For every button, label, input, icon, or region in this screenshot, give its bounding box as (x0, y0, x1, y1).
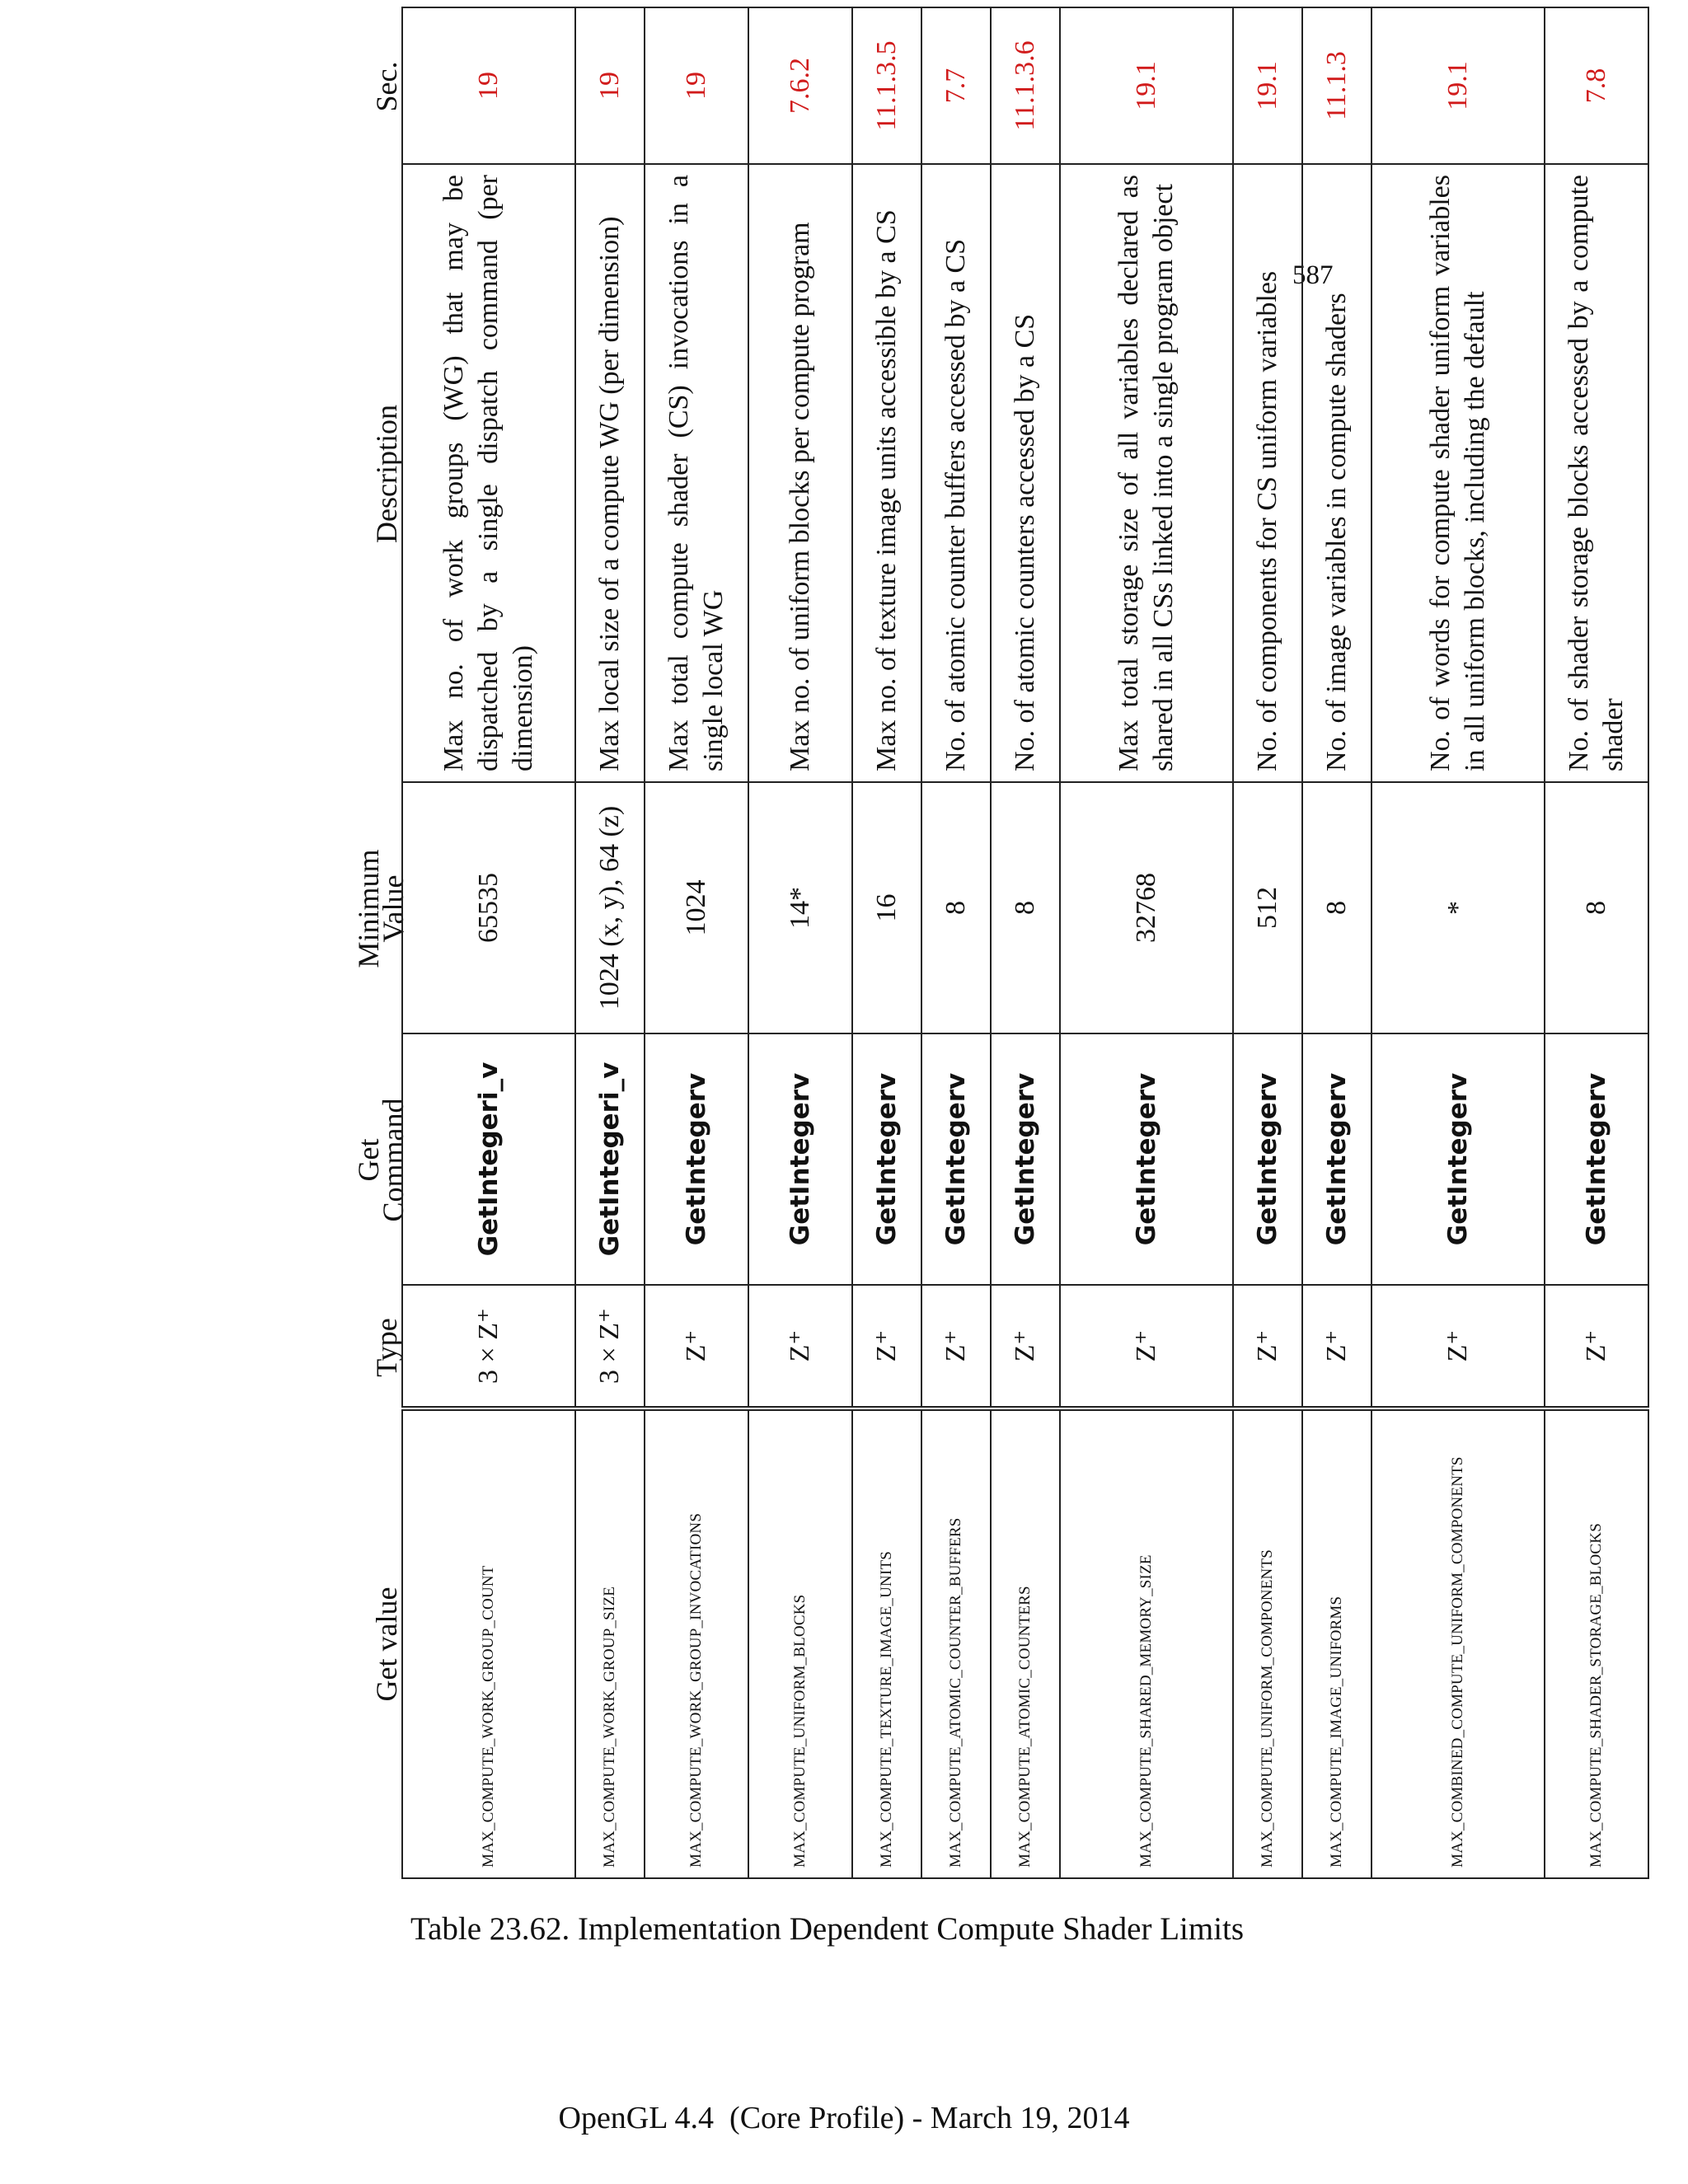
limits-table-rotated (352, 0, 1629, 1879)
minimum-value-cell: * (1372, 782, 1545, 1033)
get-command-cell: GetIntegerv (645, 1033, 748, 1285)
description-cell: No. of words for compute shader uniform variables in all uniform blocks, including the default (1372, 164, 1545, 782)
section-link[interactable]: 19.1 (1372, 7, 1545, 164)
table-row (991, 7, 1060, 1878)
type-cell: Z⁺ (1302, 1285, 1372, 1408)
get-value-cell: MAX_COMPUTE_UNIFORM_BLOCKS (748, 1408, 852, 1878)
description-cell: No. of image variables in compute shaders (1302, 164, 1372, 782)
table-row (1372, 7, 1545, 1878)
get-value-cell: MAX_COMPUTE_SHARED_MEMORY_SIZE (1060, 1408, 1233, 1878)
get-command-cell: GetIntegerv (921, 1033, 991, 1285)
minimum-value-cell: 8 (991, 782, 1060, 1033)
description-cell: Max no. of uniform blocks per compute program (748, 164, 852, 782)
description-cell: Max local size of a compute WG (per dimension) (575, 164, 645, 782)
get-value-cell: MAX_COMPUTE_WORK_GROUP_COUNT (402, 1408, 575, 1878)
table-row (575, 7, 645, 1878)
section-link[interactable]: 7.7 (921, 7, 991, 164)
get-value-cell: MAX_COMPUTE_ATOMIC_COUNTER_BUFFERS (921, 1408, 991, 1878)
get-value-cell: MAX_COMPUTE_IMAGE_UNIFORMS (1302, 1408, 1372, 1878)
minimum-value-cell: 8 (1545, 782, 1648, 1033)
description-cell: No. of atomic counter buffers accessed by a CS (921, 164, 991, 782)
table-row (921, 7, 991, 1878)
type-cell: Z⁺ (1372, 1285, 1545, 1408)
get-value-cell: MAX_COMBINED_COMPUTE_UNIFORM_COMPONENTS (1372, 1408, 1545, 1878)
type-cell: Z⁺ (1545, 1285, 1648, 1408)
section-link[interactable]: 7.6.2 (748, 7, 852, 164)
page-footer: OpenGL 4.4 (Core Profile) - March 19, 2014 (558, 2101, 1130, 2135)
section-link[interactable]: 19.1 (1060, 7, 1233, 164)
get-value-cell: MAX_COMPUTE_SHADER_STORAGE_BLOCKS (1545, 1408, 1648, 1878)
minimum-value-cell: 1024 (x, y), 64 (z) (575, 782, 645, 1033)
type-cell: Z⁺ (1060, 1285, 1233, 1408)
type-cell: 3 × Z⁺ (575, 1285, 645, 1408)
type-cell: Z⁺ (645, 1285, 748, 1408)
minimum-value-cell: 16 (852, 782, 921, 1033)
get-value-cell: MAX_COMPUTE_ATOMIC_COUNTERS (991, 1408, 1060, 1878)
get-value-cell: MAX_COMPUTE_TEXTURE_IMAGE_UNITS (852, 1408, 921, 1878)
minimum-value-cell: 1024 (645, 782, 748, 1033)
header-section: Sec. (370, 61, 403, 112)
table-row (1060, 7, 1233, 1878)
section-link[interactable]: 7.8 (1545, 7, 1648, 164)
section-link[interactable]: 19 (575, 7, 645, 164)
get-command-cell: GetIntegerv (1372, 1033, 1545, 1285)
get-command-cell: GetIntegeri_v (402, 1033, 575, 1285)
get-command-cell: GetIntegerv (852, 1033, 921, 1285)
type-cell: Z⁺ (921, 1285, 991, 1408)
minimum-value-cell: 32768 (1060, 782, 1233, 1033)
get-value-cell: MAX_COMPUTE_UNIFORM_COMPONENTS (1233, 1408, 1302, 1878)
header-minimum-value-line1: Minimum (352, 849, 385, 968)
get-value-cell: MAX_COMPUTE_WORK_GROUP_INVOCATIONS (645, 1408, 748, 1878)
header-get-value: Get value (370, 1586, 403, 1702)
get-command-cell: GetIntegerv (1233, 1033, 1302, 1285)
section-link[interactable]: 11.1.3.6 (991, 7, 1060, 164)
minimum-value-cell: 14* (748, 782, 852, 1033)
get-command-cell: GetIntegerv (1545, 1033, 1648, 1285)
minimum-value-cell: 65535 (402, 782, 575, 1033)
description-cell: No. of components for CS uniform variables (1233, 164, 1302, 782)
header-description: Description (370, 405, 403, 543)
table-row (1233, 7, 1302, 1878)
table-row (1302, 7, 1372, 1878)
type-cell: Z⁺ (991, 1285, 1060, 1408)
header-get-command-line1: Get (352, 1138, 385, 1182)
get-command-cell: GetIntegeri_v (575, 1033, 645, 1285)
table-body (402, 7, 1648, 1878)
header-type: Type (370, 1318, 403, 1377)
table-row (645, 7, 748, 1878)
header-minimum-value-line2: Value (377, 874, 410, 943)
minimum-value-cell: 8 (1302, 782, 1372, 1033)
table-row (402, 7, 575, 1878)
get-command-cell: GetIntegerv (1302, 1033, 1372, 1285)
description-cell: Max no. of work groups (WG) that may be dispatched by a single dispatch command (per dimension) (402, 164, 575, 782)
table-caption: Table 23.62. Implementation Dependent Compute Shader Limits (410, 1911, 1245, 1947)
table-row (748, 7, 852, 1878)
page-number: 587 (1292, 260, 1334, 290)
description-cell: No. of atomic counters accessed by a CS (991, 164, 1060, 782)
header-get-command (352, 1034, 410, 1286)
section-link[interactable]: 19 (645, 7, 748, 164)
section-link[interactable]: 19 (402, 7, 575, 164)
section-link[interactable]: 19.1 (1233, 7, 1302, 164)
get-command-cell: GetIntegerv (991, 1033, 1060, 1285)
get-command-cell: GetIntegerv (748, 1033, 852, 1285)
type-cell: Z⁺ (748, 1285, 852, 1408)
type-cell: Z⁺ (1233, 1285, 1302, 1408)
get-command-cell: GetIntegerv (1060, 1033, 1233, 1285)
description-cell: Max total compute shader (CS) invocations in a single local WG (645, 164, 748, 782)
type-cell: 3 × Z⁺ (402, 1285, 575, 1408)
minimum-value-cell: 512 (1233, 782, 1302, 1033)
description-cell: Max total storage size of all variables declared as shared in all CSs linked into a single program object (1060, 164, 1233, 782)
description-cell: Max no. of texture image units accessible by a CS (852, 164, 921, 782)
table-row (1545, 7, 1648, 1878)
get-value-cell: MAX_COMPUTE_WORK_GROUP_SIZE (575, 1408, 645, 1878)
type-cell: Z⁺ (852, 1285, 921, 1408)
section-link[interactable]: 11.1.3.5 (852, 7, 921, 164)
minimum-value-cell: 8 (921, 782, 991, 1033)
description-cell: No. of shader storage blocks accessed by a compute shader (1545, 164, 1648, 782)
table-row (852, 7, 921, 1878)
header-minimum-value (352, 783, 410, 1034)
header-get-command-line2: Command (377, 1098, 410, 1222)
limits-table (401, 7, 1649, 1879)
section-link[interactable]: 11.1.3 (1302, 7, 1372, 164)
